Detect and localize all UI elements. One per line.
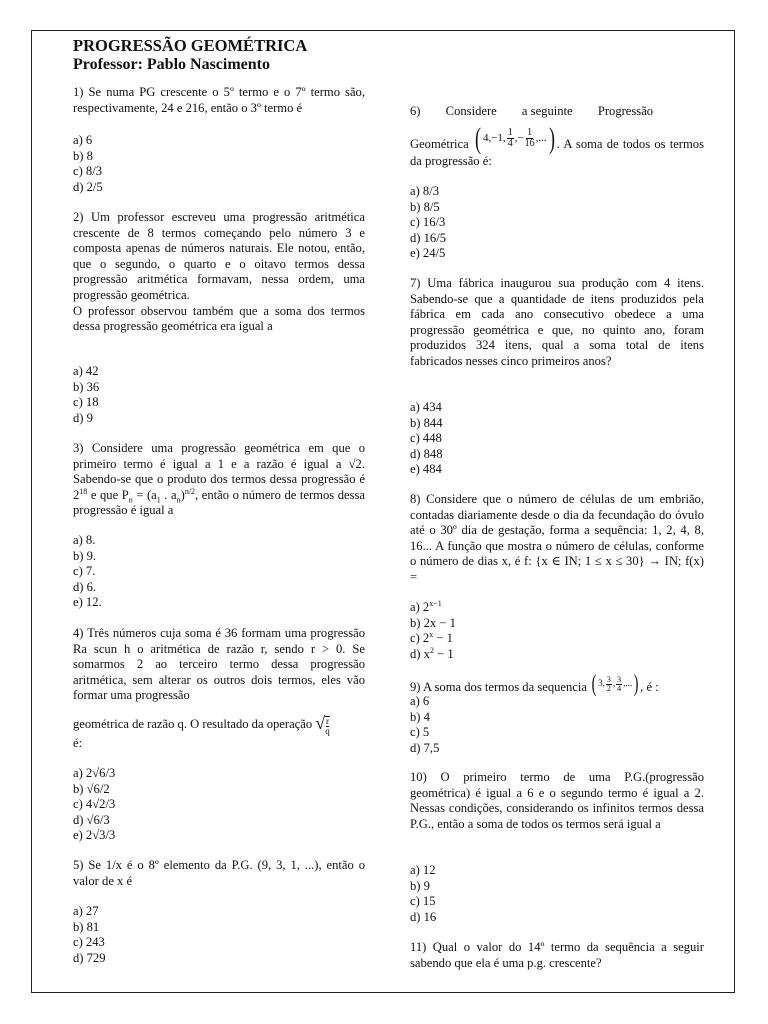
root-expression: √ r q [315,712,330,736]
question-7: 7) Uma fábrica inaugurou sua produção com 4 itens. Sabendo-se que a quantidade de itens produzidos pela fábrica em cada ano consecutivo obedece a uma progressão geométrica e que, no quinto ano, foram produzidos 324 itens, qual a soma total de itens fabricados nesses cinco primeiros anos? [410,276,704,368]
option[interactable]: a) 2√6/3 [73,766,116,780]
question-6-options [410,184,446,262]
option[interactable]: a) 42 [73,364,99,378]
question-8-options [410,600,456,662]
option[interactable]: d) 2/5 [73,179,103,194]
question-9-options [410,694,439,756]
option[interactable]: d) √6/3 [73,812,110,827]
option[interactable]: b) 8/5 [410,199,440,214]
option[interactable]: e) 484 [410,462,442,477]
option[interactable]: b) 9 [410,878,430,893]
option[interactable]: c) 8/3 [73,164,103,179]
option[interactable]: c) 4√2/3 [73,797,116,812]
question-8: 8) Considere que o número de células de um embrião, contadas diariamente desde o dia da fecundação do óvulo até o 30º dia de gestação, forma a sequência: 1, 2, 4, 8, 16... A função que mostra o número de células, conforme o número de dias x, é f: {x ∈ IN; 1 ≤ x ≤ 30} → IN; f(x) = [410,492,704,584]
option[interactable]: c) 7. [73,564,96,579]
question-4: 4) Três números cuja soma é 36 formam uma progressão Ra scun h o aritmética de razão r, sendo r > 0. Se somarmos 2 ao terceiro termo dessa progressão aritmética, sem alterar os outros dois termos, eles vão formar uma progressão geométrica de razão q. O resultado da operação √ r q é: [73,626,365,750]
option[interactable]: e) 12. [73,595,102,610]
professor-name: Professor: Pablo Nascimento [73,56,270,73]
question-4-options [73,766,115,844]
question-5-options [73,904,106,966]
option[interactable]: a) 6 [73,133,93,147]
option[interactable]: b) 4 [410,709,430,724]
question-10-options [410,863,436,925]
option[interactable]: a) 434 [410,400,442,414]
question-1: 1) Se numa PG crescente o 5º termo e o 7º termo são, respectivamente, 24 e 216, então o 3º termo é [73,85,365,115]
option[interactable]: b) 9. [73,548,97,563]
page-title: PROGRESSÃO GEOMÉTRICA [73,36,308,55]
option[interactable]: b) 8 [73,148,93,163]
question-7-options [410,400,443,478]
sequence-expression: ( 3, $\frac{3}{2}$ , $\frac{3}{4}$ ,... ) [591,671,639,697]
question-2-options [73,364,99,426]
option[interactable]: c) 18 [73,395,99,410]
option[interactable]: a) 8/3 [410,184,440,198]
option[interactable]: b) √6/2 [73,781,110,796]
option[interactable]: d) 9 [73,410,93,425]
option[interactable]: d) 848 [410,446,443,461]
option[interactable]: e) 24/5 [410,246,446,261]
option[interactable]: d) 7,5 [410,740,440,755]
question-6: 6) Considere a seguinte Progressão Geométrica ( 4,−1, $\frac{1}{4}$ ,− $\frac{1}{16}$ ,... ) . A soma de todos os termos da progressão é: [410,104,704,168]
option[interactable]: b) 36 [73,379,100,394]
question-5: 5) Se 1/x é o 8º elemento da P.G. (9, 3, 1, ...), então o valor de x é [73,858,365,888]
option[interactable]: b) 844 [410,415,443,430]
option[interactable]: a) 8. [73,533,96,547]
option[interactable]: d) 6. [73,579,97,594]
question-10: 10) O primeiro termo de uma P.G.(progressão geométrica) é igual a 6 e o segundo termo é igual a 2. Nessas condições, considerando os infinitos termos dessa P.G., então a soma de todos os termos será igual a [410,770,704,831]
option[interactable]: a) 27 [73,904,99,918]
option[interactable]: c) 448 [410,431,442,446]
option[interactable]: a) 6 [410,694,430,708]
question-3-options [73,533,102,611]
option[interactable]: b) 81 [73,919,100,934]
option[interactable]: d) 729 [73,950,106,965]
question-1-options [73,133,103,195]
option[interactable]: a) $2^{x-1}$ [410,598,442,614]
option[interactable]: a) 12 [410,863,436,877]
sequence-expression: ( 4,−1, $\frac{1}{4}$ ,− $\frac{1}{16}$ ,... ) [474,121,555,155]
question-3: 3) Considere uma progressão geométrica em que o primeiro termo é igual a 1 e a razão é igual a √2. Sabendo-se que o produto dos termos dessa progressão é $2^{18}$ e que $P_n = (a_1$ . $a_n)^{n/2}$, então o número de termos dessa progressão é igual a [73,441,365,518]
question-2: 2) Um professor escreveu uma progressão aritmética crescente de 8 termos começando pelo número 3 e composta apenas de números naturais. Ele notou, então, que o segundo, o quarto e o oitavo termos dessa progressão aritmética formavam, nessa ordem, uma progressão geométrica. O professor observou também que a soma dos termos dessa progressão geométrica era igual a [73,210,365,334]
option[interactable]: c) 243 [73,935,105,950]
option[interactable]: d) 16 [410,909,437,924]
option[interactable]: d) 16/5 [410,230,447,245]
option[interactable]: c) $2^x - 1$ [410,630,453,646]
question-9: 9) A soma dos termos da sequencia ( 3, $\frac{3}{2}$ , $\frac{3}{4}$ ,... ) , é : [410,671,659,697]
option[interactable]: c) 5 [410,725,430,740]
option[interactable]: d) $x^2 - 1$ [410,645,454,661]
option[interactable]: c) 15 [410,894,436,909]
option[interactable]: c) 16/3 [410,215,446,230]
option[interactable]: b) 2x − 1 [410,615,456,630]
option[interactable]: e) 2√3/3 [73,828,116,843]
question-11: 11) Qual o valor do 14º termo da sequência a seguir sabendo que ela é uma p.g. crescente? [410,940,704,970]
